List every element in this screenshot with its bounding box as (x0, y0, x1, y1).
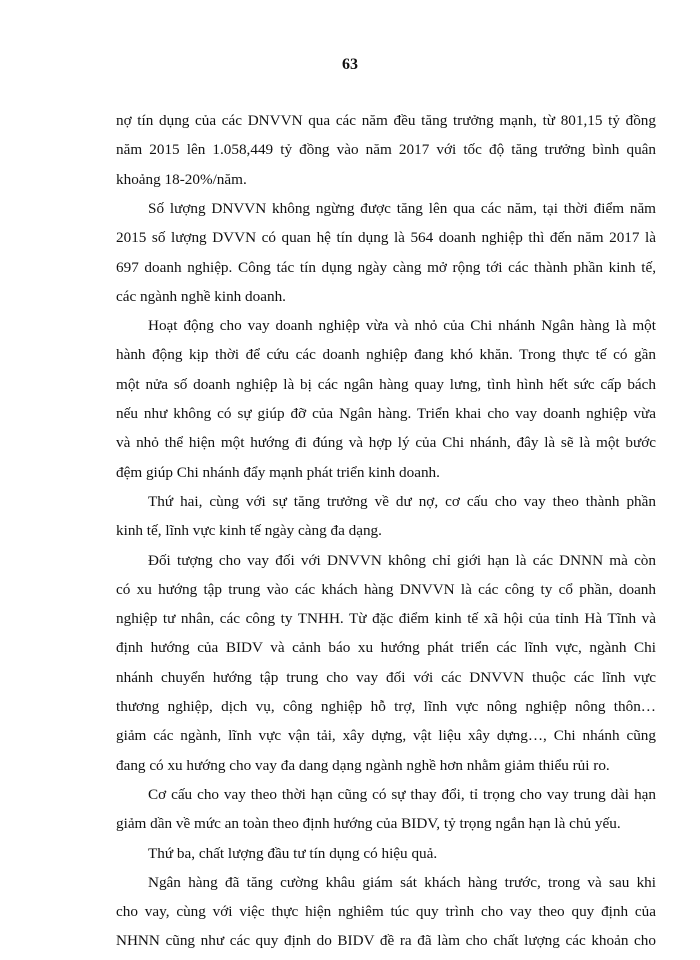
text-line: đệm giúp Chi nhánh đẩy mạnh phát triển kinh doanh. (116, 463, 440, 481)
text-line: định hướng của BIDV và cảnh báo xu hướng phát triển các lĩnh vực, ngành Chi (116, 639, 656, 657)
text-line: Ngân hàng đã tăng cường khâu giám sát khách hàng trước, trong và sau khi (148, 873, 656, 891)
text-line: và nhỏ thể hiện một hướng đi đúng và hợp lý của Chi nhánh, đây là sẽ là một bước (116, 434, 656, 452)
text-line: nghiệp tư nhân, các công ty TNHH. Từ đặc điểm kinh tế xã hội của tỉnh Hà Tĩnh và (116, 610, 656, 628)
text-line: năm 2015 lên 1.058,449 tỷ đồng vào năm 2017 với tốc độ tăng trưởng bình quân (116, 141, 656, 159)
text-line: Thứ ba, chất lượng đầu tư tín dụng có hiệu quả. (148, 844, 438, 862)
text-line: thương nghiệp, dịch vụ, công nghiệp hỗ trợ, lĩnh vực nông nghiệp nông thôn… (116, 698, 656, 715)
text-line: NHNN cũng như các quy định do BIDV đề ra đã làm cho chất lượng các khoản cho (116, 932, 656, 950)
text-line: có xu hướng tập trung vào các khách hàng DNVVN là các công ty cổ phần, doanh (116, 580, 656, 598)
text-line: hành động kịp thời để cứu các doanh nghiệp đang khó khăn. Trong thực tế có gần (116, 346, 656, 364)
text-line: các ngành nghề kinh doanh. (116, 287, 286, 305)
text-line: khoảng 18-20%/năm. (116, 170, 247, 188)
text-line: đang có xu hướng cho vay đa dang dạng ngành nghề hơn nhằm giảm thiểu rủi ro. (116, 756, 610, 774)
text-line: Cơ cấu cho vay theo thời hạn cũng có sự thay đổi, tỉ trọng cho vay trung dài hạn (148, 785, 656, 803)
text-line: Đối tượng cho vay đối với DNVVN không chỉ giới hạn là các DNNN mà còn (148, 551, 656, 569)
text-line: giảm dần về mức an toàn theo định hướng của BIDV, tỷ trọng ngắn hạn là chủ yếu. (116, 815, 621, 833)
text-line: một nửa số doanh nghiệp là bị các ngân hàng quay lưng, tình hình hết sức cấp bách (116, 375, 656, 393)
text-line: 697 doanh nghiệp. Công tác tín dụng ngày càng mở rộng tới các thành phần kinh tế, (116, 258, 656, 276)
text-line: Thứ hai, cùng với sự tăng trưởng về dư nợ, cơ cấu cho vay theo thành phần (148, 492, 656, 510)
text-line: cho vay, cùng với việc thực hiện nghiêm túc quy trình cho vay theo quy định của (116, 903, 656, 921)
text-line: Số lượng DNVVN không ngừng được tăng lên qua các năm, tại thời điểm năm (148, 199, 656, 217)
page-number: 63 (342, 56, 358, 73)
text-line: nhánh chuyển hướng tập trung cho vay đối với các DNVVN thuộc các lĩnh vực (116, 668, 656, 686)
text-line: giảm các ngành, lĩnh vực vận tải, xây dựng, vật liệu xây dựng…, Chi nhánh cũng (116, 727, 656, 745)
text-line: nếu như không có sự giúp đỡ của Ngân hàng. Triển khai cho vay doanh nghiệp vừa (116, 405, 656, 422)
text-line: kinh tế, lĩnh vực kinh tế ngày càng đa dạng. (116, 522, 382, 540)
text-line: 2015 số lượng DVVN có quan hệ tín dụng là 564 doanh nghiệp thì đến năm 2017 là (116, 229, 656, 247)
text-line: nợ tín dụng của các DNVVN qua các năm đều tăng trưởng mạnh, từ 801,15 tỷ đồng (116, 112, 656, 129)
text-line: Hoạt động cho vay doanh nghiệp vừa và nhỏ của Chi nhánh Ngân hàng là một (148, 317, 656, 335)
